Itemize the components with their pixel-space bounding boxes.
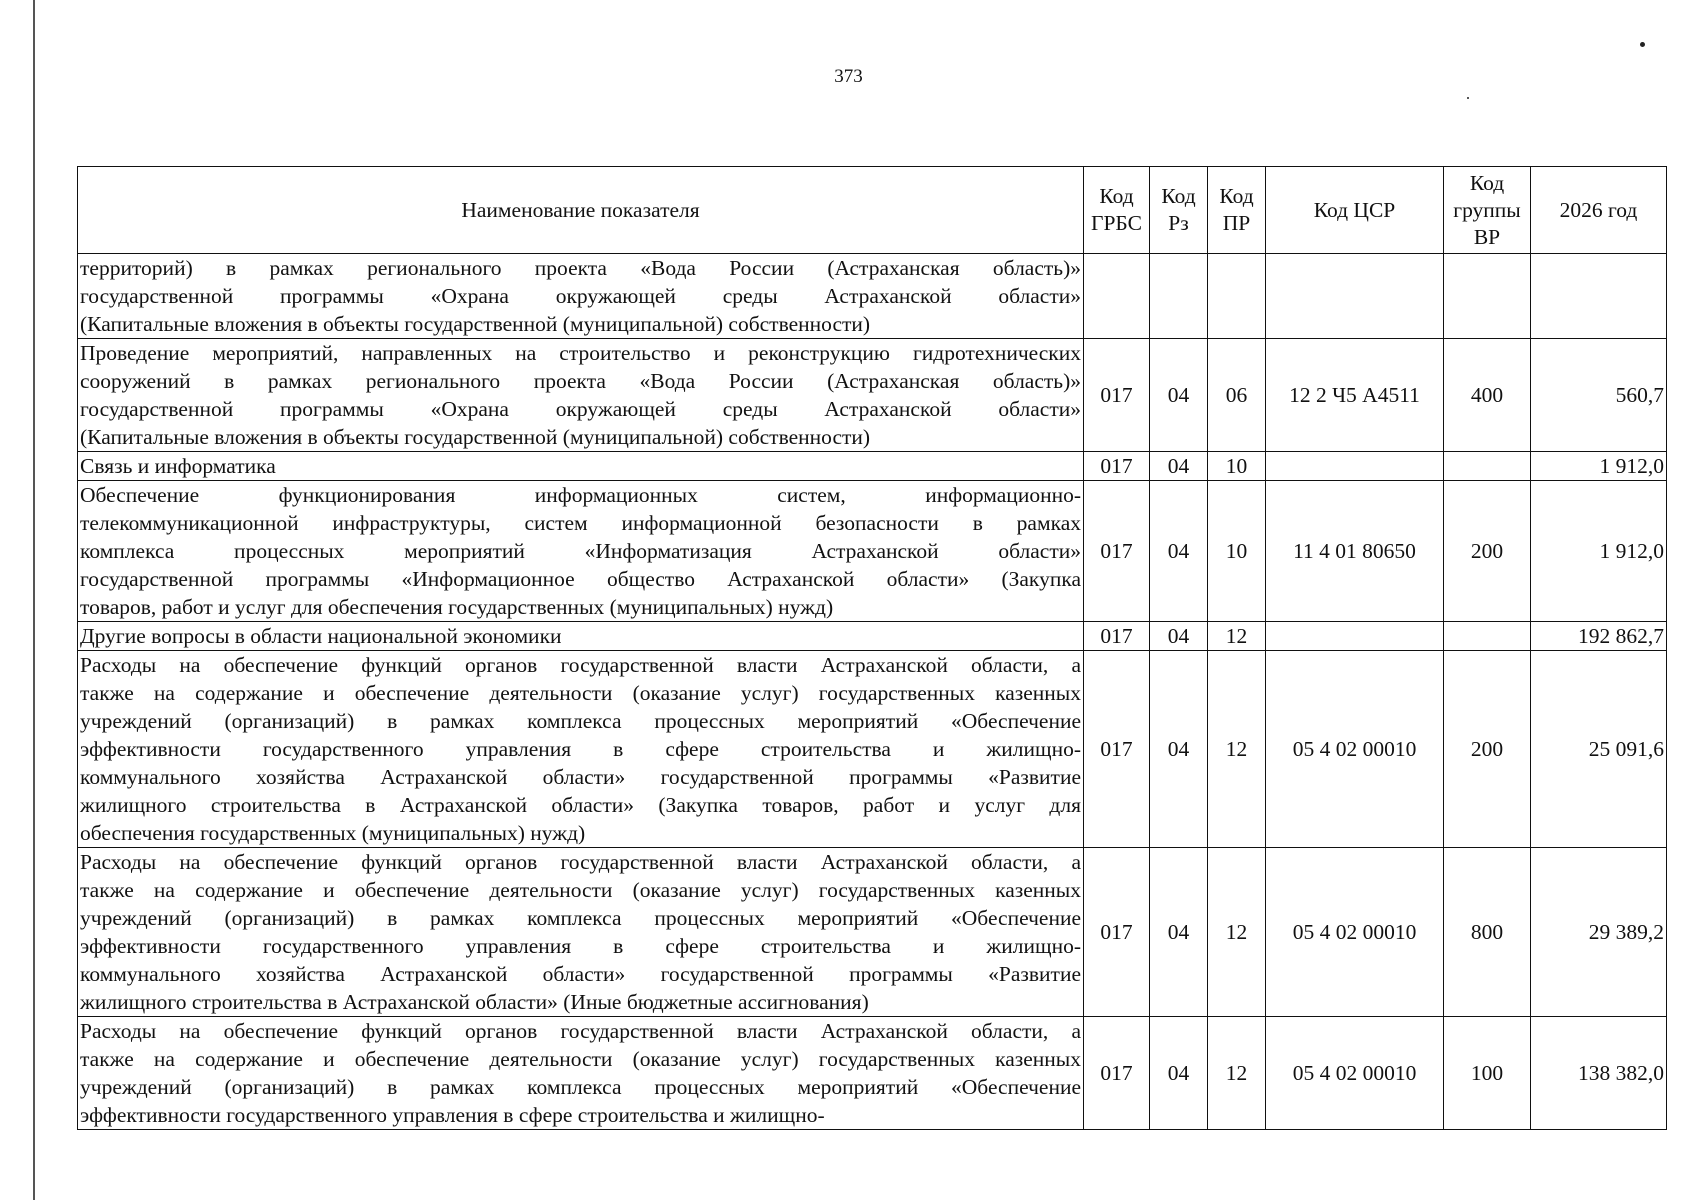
row-name-line: Связь и информатика: [80, 454, 276, 478]
row-name-line: Расходы на обеспечение функций органов государственной власти Астраханской области, а: [80, 1019, 1081, 1043]
header-grbs: Код ГРБС: [1084, 167, 1150, 254]
row-grbs-code: [1084, 254, 1150, 339]
row-csr-code: [1266, 254, 1444, 339]
row-name: [78, 622, 1084, 651]
row-name-line: учреждений (организаций) в рамках комплекса процессных мероприятий «Обеспечение: [80, 709, 1081, 733]
row-vr-code: [1444, 622, 1531, 651]
row-vr-code: 400: [1444, 339, 1531, 452]
row-rz-code: 04: [1150, 651, 1208, 848]
scan-edge-line: [33, 0, 35, 1200]
row-name-line: Проведение мероприятий, направленных на строительство и реконструкцию гидротехнических: [80, 341, 1081, 365]
table-row: [78, 1017, 1667, 1130]
row-vr-code: 200: [1444, 651, 1531, 848]
row-name-line: телекоммуникационной инфраструктуры, систем информационной безопасности в рамках: [80, 511, 1081, 535]
row-name-line: коммунального хозяйства Астраханской области» государственной программы «Развитие: [80, 962, 1081, 986]
row-grbs-code: 017: [1084, 651, 1150, 848]
row-pr-code: 10: [1208, 481, 1266, 622]
row-pr-code: [1208, 254, 1266, 339]
row-grbs-code: 017: [1084, 481, 1150, 622]
row-name-line: эффективности государственного управления в сфере строительства и жилищно-: [80, 737, 1081, 761]
header-csr: Код ЦСР: [1266, 167, 1444, 254]
row-amount-2026: 25 091,6: [1531, 651, 1667, 848]
row-name-line: эффективности государственного управления в сфере строительства и жилищно-: [80, 934, 1081, 958]
row-rz-code: 04: [1150, 848, 1208, 1017]
row-amount-2026: 192 862,7: [1531, 622, 1667, 651]
row-name-line: жилищного строительства в Астраханской области» (Иные бюджетные ассигнования): [80, 990, 869, 1014]
table-row: [78, 481, 1667, 622]
row-pr-code: 12: [1208, 651, 1266, 848]
row-csr-code: [1266, 622, 1444, 651]
row-csr-code: 11 4 01 80650: [1266, 481, 1444, 622]
row-pr-code: 12: [1208, 1017, 1266, 1130]
row-name-line: также на содержание и обеспечение деятельности (оказание услуг) государственных казенных: [80, 1047, 1081, 1071]
row-vr-code: [1444, 254, 1531, 339]
scan-speck: [1640, 42, 1645, 47]
table-row: [78, 848, 1667, 1017]
row-name: [78, 1017, 1084, 1130]
row-pr-code: 12: [1208, 848, 1266, 1017]
table-row: [78, 339, 1667, 452]
row-csr-code: 05 4 02 00010: [1266, 1017, 1444, 1130]
row-name-line: жилищного строительства в Астраханской области» (Закупка товаров, работ и услуг для: [80, 793, 1081, 817]
row-name-line: также на содержание и обеспечение деятельности (оказание услуг) государственных казенных: [80, 681, 1081, 705]
row-pr-code: 06: [1208, 339, 1266, 452]
row-pr-code: 10: [1208, 452, 1266, 481]
row-rz-code: 04: [1150, 622, 1208, 651]
row-amount-2026: 29 389,2: [1531, 848, 1667, 1017]
row-rz-code: [1150, 254, 1208, 339]
header-name: Наименование показателя: [78, 167, 1084, 254]
row-name-line: государственной программы «Информационное общество Астраханской области» (Закупка: [80, 567, 1081, 591]
row-grbs-code: 017: [1084, 848, 1150, 1017]
row-name-line: комплекса процессных мероприятий «Информатизация Астраханской области»: [80, 539, 1081, 563]
row-name-line: эффективности государственного управления в сфере строительства и жилищно-: [80, 1103, 825, 1127]
row-name: [78, 254, 1084, 339]
row-name: [78, 848, 1084, 1017]
row-name-line: коммунального хозяйства Астраханской области» государственной программы «Развитие: [80, 765, 1081, 789]
row-name-line: сооружений в рамках регионального проекта «Вода России (Астраханская область)»: [80, 369, 1081, 393]
row-amount-2026: 1 912,0: [1531, 481, 1667, 622]
table-row: [78, 452, 1667, 481]
scan-speck: [1467, 97, 1469, 99]
header-year: 2026 год: [1531, 167, 1667, 254]
row-name: [78, 339, 1084, 452]
row-rz-code: 04: [1150, 452, 1208, 481]
page-number: 373: [834, 66, 863, 87]
row-name: [78, 651, 1084, 848]
row-vr-code: [1444, 452, 1531, 481]
row-name-line: (Капитальные вложения в объекты государственной (муниципальной) собственности): [80, 425, 871, 449]
row-rz-code: 04: [1150, 339, 1208, 452]
row-amount-2026: 1 912,0: [1531, 452, 1667, 481]
row-name-line: Обеспечение функционирования информационных систем, информационно-: [80, 483, 1081, 507]
row-amount-2026: [1531, 254, 1667, 339]
row-vr-code: 200: [1444, 481, 1531, 622]
table-row: [78, 651, 1667, 848]
row-name-line: Расходы на обеспечение функций органов государственной власти Астраханской области, а: [80, 653, 1081, 677]
row-name-line: (Капитальные вложения в объекты государственной (муниципальной) собственности): [80, 312, 871, 336]
row-name-line: территорий) в рамках регионального проекта «Вода России (Астраханская область)»: [80, 256, 1081, 280]
row-name-line: государственной программы «Охрана окружающей среды Астраханской области»: [80, 397, 1081, 421]
row-rz-code: 04: [1150, 481, 1208, 622]
row-name-line: учреждений (организаций) в рамках комплекса процессных мероприятий «Обеспечение: [80, 1075, 1081, 1099]
row-name-line: Другие вопросы в области национальной экономики: [80, 624, 562, 648]
row-amount-2026: 138 382,0: [1531, 1017, 1667, 1130]
header-pr: Код ПР: [1208, 167, 1266, 254]
row-name-line: также на содержание и обеспечение деятельности (оказание услуг) государственных казенных: [80, 878, 1081, 902]
table-row: [78, 622, 1667, 651]
row-grbs-code: 017: [1084, 452, 1150, 481]
row-csr-code: [1266, 452, 1444, 481]
row-grbs-code: 017: [1084, 339, 1150, 452]
budget-table: [77, 166, 1667, 1130]
row-name-line: учреждений (организаций) в рамках комплекса процессных мероприятий «Обеспечение: [80, 906, 1081, 930]
row-name: [78, 481, 1084, 622]
table-row: [78, 254, 1667, 339]
header-rz: Код Рз: [1150, 167, 1208, 254]
row-vr-code: 800: [1444, 848, 1531, 1017]
row-name-line: Расходы на обеспечение функций органов государственной власти Астраханской области, а: [80, 850, 1081, 874]
row-csr-code: 12 2 Ч5 А4511: [1266, 339, 1444, 452]
header-vr: Код группы ВР: [1444, 167, 1531, 254]
row-amount-2026: 560,7: [1531, 339, 1667, 452]
table-body: [78, 254, 1667, 1130]
row-name-line: государственной программы «Охрана окружающей среды Астраханской области»: [80, 284, 1081, 308]
row-grbs-code: 017: [1084, 1017, 1150, 1130]
row-grbs-code: 017: [1084, 622, 1150, 651]
row-csr-code: 05 4 02 00010: [1266, 651, 1444, 848]
row-vr-code: 100: [1444, 1017, 1531, 1130]
table-header-row: [78, 167, 1667, 254]
row-name-line: товаров, работ и услуг для обеспечения государственных (муниципальных) нужд): [80, 595, 834, 619]
row-name: [78, 452, 1084, 481]
row-csr-code: 05 4 02 00010: [1266, 848, 1444, 1017]
row-rz-code: 04: [1150, 1017, 1208, 1130]
row-pr-code: 12: [1208, 622, 1266, 651]
row-name-line: обеспечения государственных (муниципальных) нужд): [80, 821, 586, 845]
